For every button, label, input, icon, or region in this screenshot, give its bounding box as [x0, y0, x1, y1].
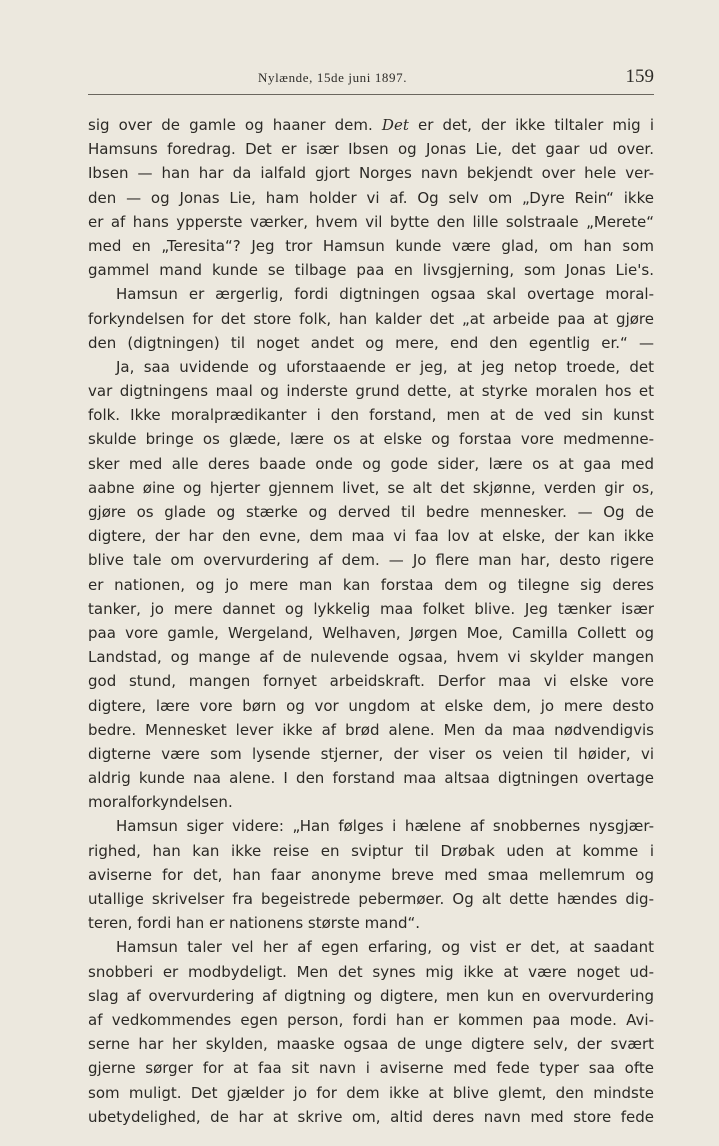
text-line: Hamsun taler vel her af egen erfaring, og vist er det, at saadant — [116, 938, 654, 957]
text-line: er nationen, og jo mere man kan forstaa dem og tilegne sig deres — [88, 575, 654, 594]
text-line: gjerne sørger for at faa sit navn i aviserne med fede typer saa ofte — [88, 1059, 654, 1078]
text-line: Landstad, og mange af de nulevende ogsaa, hvem vi skylder mangen — [88, 648, 654, 667]
text-line: ubetydelighed, de har at skrive om, altid deres navn med store fede — [88, 1107, 654, 1126]
text-line: med en „Teresita“? Jeg tror Hamsun kunde være glad, om han som — [88, 236, 654, 255]
text-line: digtere, lære vore børn og vor ungdom at elske dem, jo mere desto — [88, 696, 654, 715]
text-line: blive tale om overvurdering af dem. — Jo flere man har, desto rigere — [88, 551, 654, 570]
text-line: folk. Ikke moralprædikanter i den forstand, men at de ved sin kunst — [88, 406, 654, 425]
text-line: Ja, saa uvidende og uforstaaende er jeg, at jeg netop troede, det — [116, 357, 654, 376]
text-line: paa vore gamle, Wergeland, Welhaven, Jørgen Moe, Camilla Collett og — [88, 623, 654, 642]
text-line: gjøre os glade og stærke og derved til bedre mennesker. — Og de — [88, 503, 654, 521]
text-line: Ibsen — han har da ialfald gjort Norges navn bekjendt over hele ver- — [88, 164, 654, 183]
text-line: forkyndelsen for det store folk, han kalder det „at arbeide paa at gjøre — [88, 309, 654, 328]
text-line: sker med alle deres baade onde og gode sider, lære os at gaa med — [88, 454, 654, 473]
text-line-segment: sig over de gamle og haaner dem. — [88, 116, 382, 134]
text-line: serne har her skylden, maaske ogsaa de unge digtere selv, der svært — [88, 1035, 654, 1054]
emphasized-word: Det — [381, 116, 409, 134]
body-text — [88, 113, 654, 1129]
text-line: Hamsun siger videre: „Han følges i hælene af snobbernes nysgjær- — [116, 817, 654, 836]
text-line: digtere, der har den evne, dem maa vi faa lov at elske, der kan ikke — [88, 527, 654, 546]
text-line: den — og Jonas Lie, ham holder vi af. Og selv om „Dyre Rein“ ikke — [88, 188, 654, 207]
text-line: utallige skrivelser fra begeistrede pebermøer. Og alt dette hændes dig- — [88, 890, 654, 908]
text-line: gammel mand kunde se tilbage paa en livsgjerning, som Jonas Lie's. — [88, 261, 654, 280]
text-line: moralforkyndelsen. — [88, 793, 233, 812]
text-line — [88, 113, 654, 137]
text-line: aviserne for det, han faar anonyme breve med smaa mellemrum og — [88, 865, 654, 884]
text-line: er af hans ypperste værker, hvem vil bytte den lille solstraale „Merete“ — [88, 212, 654, 231]
text-line: teren, fordi han er nationens største mand“. — [88, 914, 421, 933]
text-line: aabne øine og hjerter gjennem livet, se alt det skjønne, verden gir os, — [88, 478, 654, 497]
text-line: som muligt. Det gjælder jo for dem ikke at blive glemt, den mindste — [88, 1083, 654, 1102]
text-line: aldrig kunde naa alene. I den forstand maa altsaa digtningen overtage — [88, 769, 654, 788]
text-line: af vedkommendes egen person, fordi han er kommen paa mode. Avi- — [88, 1010, 654, 1029]
text-line: digterne være som lysende stjerner, der viser os veien til høider, vi — [88, 744, 654, 763]
text-line: righed, han kan ikke reise en sviptur til Drøbak uden at komme i — [88, 841, 654, 860]
text-line: tanker, jo mere dannet og lykkelig maa folket blive. Jeg tænker især — [88, 599, 654, 618]
text-line: bedre. Mennesket lever ikke af brød alene. Men da maa nødvendigvis — [88, 720, 654, 739]
running-head: Nylænde, 15de juni 1897. — [258, 70, 408, 85]
text-line: snobberi er modbydeligt. Men det synes mig ikke at være noget ud- — [88, 962, 654, 981]
text-line: den (digtningen) til noget andet og mere, end den egentlig er.“ — — [88, 333, 654, 352]
page-header — [88, 66, 654, 92]
header-rule — [88, 94, 654, 95]
text-line: Hamsuns foredrag. Det er især Ibsen og Jonas Lie, det gaar ud over. — [88, 140, 654, 159]
text-line: god stund, mangen fornyet arbeidskraft. Derfor maa vi elske vore — [88, 672, 654, 691]
text-line: skulde bringe os glæde, lære os at elske og forstaa vore medmenne- — [88, 430, 654, 449]
text-line: Hamsun er ærgerlig, fordi digtningen ogsaa skal overtage moral- — [116, 285, 654, 304]
text-line-segment: er det, der ikke tiltaler mig i — [408, 116, 654, 134]
page-number: 159 — [625, 66, 654, 87]
text-line: var digtningens maal og inderste grund dette, at styrke moralen hos et — [88, 382, 654, 401]
text-line: slag af overvurdering af digtning og digtere, men kun en overvurdering — [88, 986, 654, 1005]
